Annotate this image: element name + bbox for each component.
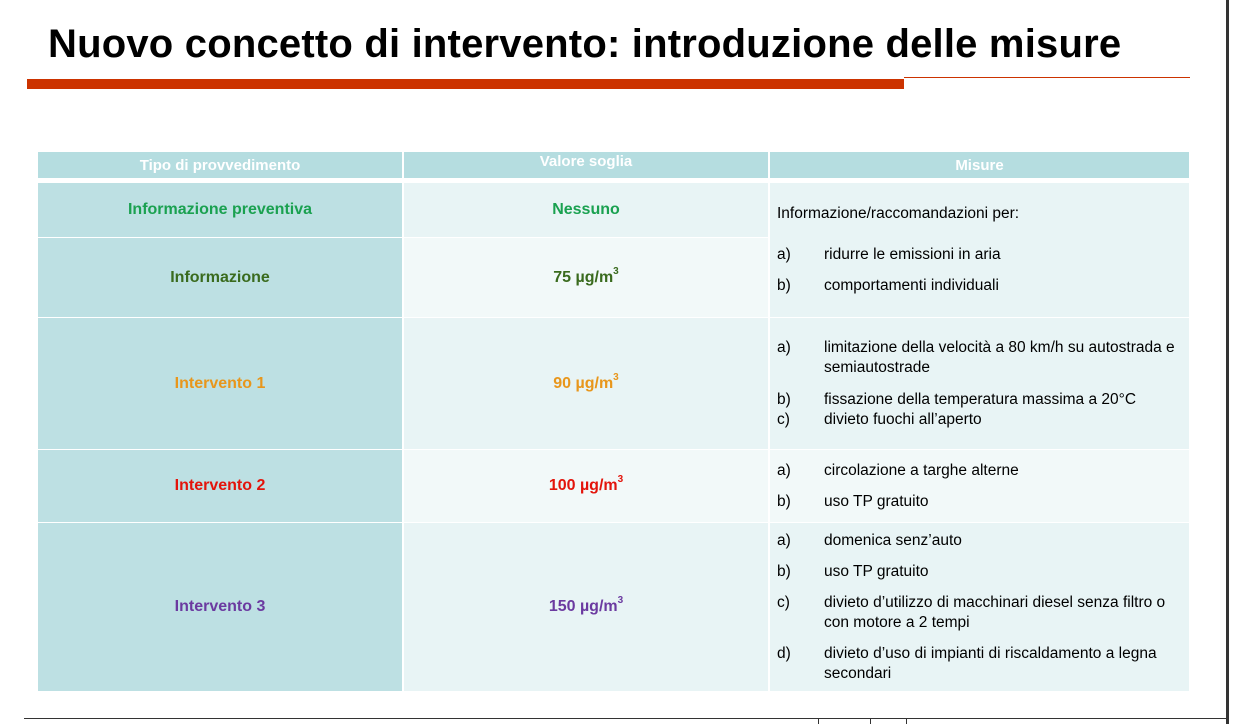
list-item: c) divieto fuochi all’aperto — [777, 411, 982, 428]
list-item: b) uso TP gratuito — [777, 493, 929, 510]
row-soglia-intervento-1 — [404, 318, 768, 449]
soglia-value: Nessuno — [552, 201, 620, 218]
row-soglia-informazione-preventiva — [404, 183, 768, 237]
misure-intervento-3 — [770, 523, 1189, 691]
slide-bottom-line — [24, 718, 1226, 719]
soglia-value: 100 µg/m — [548, 477, 618, 494]
list-item: a) limitazione della velocità a 80 km/h su autostrada e semiautostrade — [777, 339, 1175, 376]
unit-superscript: 3 — [613, 371, 619, 383]
header-misure: Misure — [770, 152, 1189, 178]
title-underline-bar — [27, 79, 904, 89]
row-tipo-intervento-3 — [38, 523, 402, 691]
misure-intervento-2 — [770, 450, 1189, 522]
bottom-tick — [818, 718, 819, 724]
row-soglia-intervento-2 — [404, 450, 768, 522]
list-item: b) comportamenti individuali — [777, 277, 999, 294]
row-tipo-intervento-2 — [38, 450, 402, 522]
tipo-label: Informazione — [170, 268, 270, 286]
list-item: c) divieto d’utilizzo di macchinari diesel senza filtro o con motore a 2 tempi — [777, 594, 1166, 631]
unit-superscript: 3 — [617, 474, 624, 485]
tipo-label: Intervento 1 — [174, 374, 266, 392]
header-soglia: Valore soglia — [404, 152, 768, 178]
list-item: b) uso TP gratuito — [777, 563, 929, 580]
unit-superscript: 3 — [613, 265, 619, 277]
row-soglia-intervento-3 — [404, 523, 768, 691]
list-item: a) circolazione a targhe alterne — [777, 462, 1019, 479]
row-soglia-informazione — [404, 238, 768, 317]
row-tipo-informazione-preventiva — [38, 183, 402, 237]
tipo-label: Intervento 2 — [174, 477, 266, 494]
list-item: a) ridurre le emissioni in aria — [777, 246, 1001, 263]
row-tipo-intervento-1 — [38, 318, 402, 449]
unit-superscript: 3 — [617, 595, 624, 606]
title-underline-line — [904, 77, 1190, 78]
bottom-tick — [906, 718, 907, 724]
row-tipo-informazione — [38, 238, 402, 317]
slide-right-edge — [1226, 0, 1229, 724]
slide-title: Nuovo concetto di intervento: introduzione delle misure — [48, 22, 1122, 66]
soglia-value: 90 µg/m — [553, 374, 614, 392]
header-tipo: Tipo di provvedimento — [38, 152, 402, 178]
tipo-label: Intervento 3 — [174, 598, 266, 615]
soglia-value: 150 µg/m — [548, 598, 618, 615]
tipo-label: Informazione preventiva — [127, 201, 313, 218]
list-item: d) divieto d’uso di impianti di riscaldamento a legna secondari — [777, 645, 1157, 682]
misure-intervento-1 — [770, 318, 1189, 449]
list-item: b) fissazione della temperatura massima a 20°C — [777, 391, 1137, 408]
misure-intro: Informazione/raccomandazioni per: — [777, 205, 1020, 222]
soglia-value: 75 µg/m — [553, 268, 614, 286]
bottom-tick — [870, 718, 871, 724]
list-item: a) domenica senz’auto — [777, 532, 962, 549]
misure-informazione — [770, 183, 1189, 317]
